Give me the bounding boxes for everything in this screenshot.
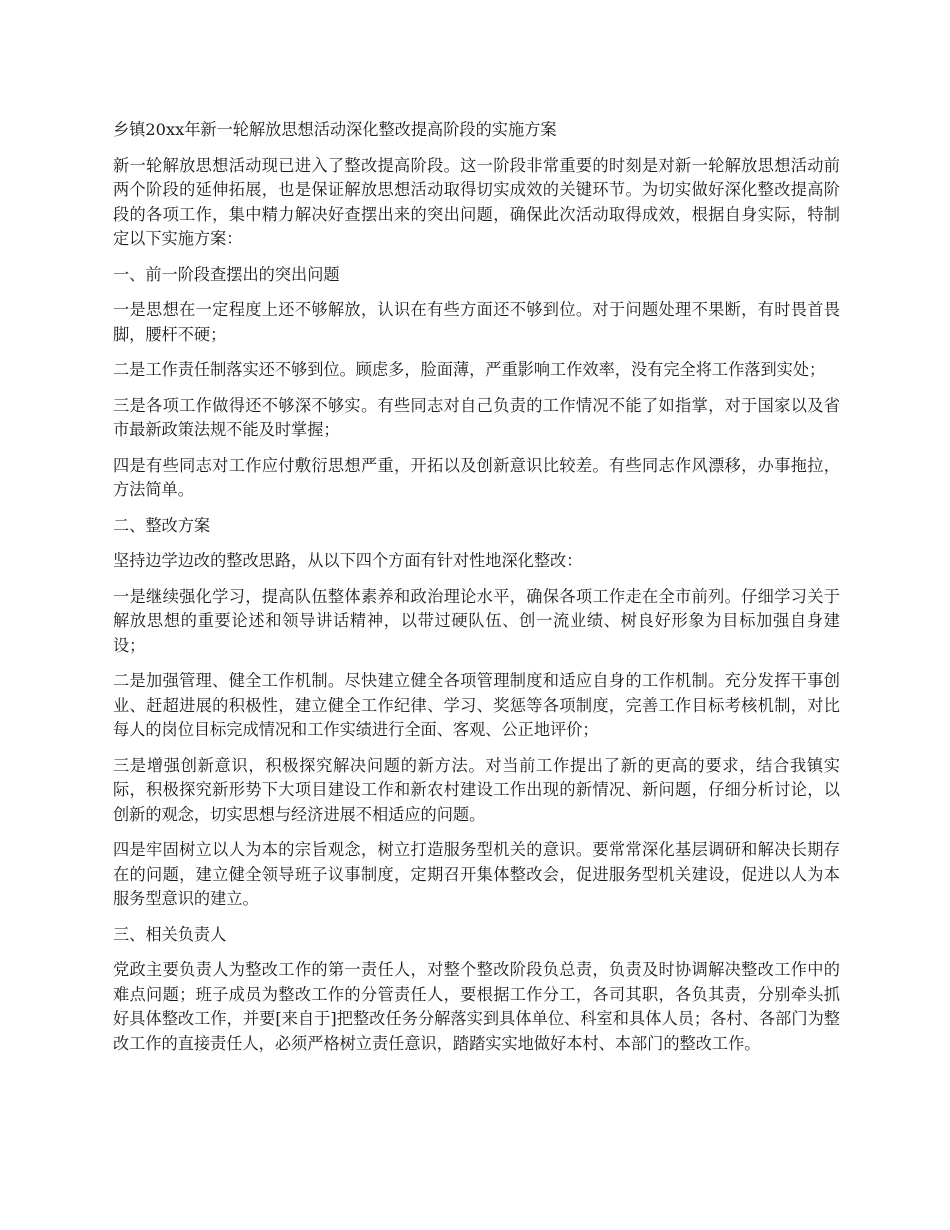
section-heading-plan: 二、整改方案 (113, 515, 211, 535)
plan-item-4: 四是牢固树立以人为本的宗旨观念，树立打造服务型机关的意识。要常常深化基层调研和解决长期存在的问题，建立健全领导班子议事制度，定期召开集体整改会，促进服务型机关建设，促进以人为本服务型意识的建立。 (113, 840, 840, 908)
section-heading-problems: 一、前一阶段查摆出的突出问题 (113, 264, 340, 284)
section-heading-responsible: 三、相关负责人 (113, 924, 227, 944)
plan-lead-paragraph: 坚持边学边改的整改思路，从以下四个方面有针对性地深化整改： (113, 551, 583, 570)
plan-item-3: 三是增强创新意识，积极探究解决问题的新方法。对当前工作提出了新的更高的要求，结合我镇实际，积极探究新形势下大项目建设工作和新农村建设工作出现的新情况、新问题，仔细分析讨论，以创新的观念，切实思想与经济进展不相适应的问题。 (113, 755, 840, 824)
responsible-paragraph: 党政主要负责人为整改工作的第一责任人，对整个整改阶段负总责，负责及时协调解决整改工作中的难点问题；班子成员为整改工作的分管责任人，要根据工作分工，各司其职，各负其责，分别牵头抓好具体整改工作，并要[来自于]把整改任务分解落实到具体单位、科室和具体人员；各村、各部门为整改工作的直接责任人，必须严格树立责任意识，踏踏实实地做好本村、本部门的整改工作。 (113, 960, 840, 1053)
plan-item-1: 一是继续强化学习，提高队伍整体素养和政治理论水平，确保各项工作走在全市前列。仔细学习关于解放思想的重要论述和领导讲话精神，以带过硬队伍、创一流业绩、树良好形象为目标加强自身建设； (113, 586, 840, 655)
problem-item-1: 一是思想在一定程度上还不够解放，认识在有些方面还不够到位。对于问题处理不果断，有时畏首畏脚，腰杆不硬； (113, 300, 840, 344)
problem-item-2: 二是工作责任制落实还不够到位。顾虑多，脸面薄，严重影响工作效率，没有完全将工作落到实处； (113, 360, 826, 379)
intro-paragraph: 新一轮解放思想活动现已进入了整改提高阶段。这一阶段非常重要的时刻是对新一轮解放思想活动前两个阶段的延伸拓展，也是保证解放思想活动取得切实成效的关键环节。为切实做好深化整改提高阶段的各项工作，集中精力解决好查摆出来的突出问题，确保此次活动取得成效，根据自身实际，特制定以下实施方案： (113, 155, 840, 248)
document-title: 乡镇20xx年新一轮解放思想活动深化整改提高阶段的实施方案 (113, 120, 557, 139)
document-page (113, 118, 840, 1067)
problem-item-4: 四是有些同志对工作应付敷衍思想严重，开拓以及创新意识比较差。有些同志作风漂移，办事拖拉，方法简单。 (113, 455, 840, 499)
problem-item-3: 三是各项工作做得还不够深不够实。有些同志对自己负责的工作情况不能了如指掌，对于国家以及省市最新政策法规不能及时掌握； (113, 395, 840, 439)
plan-item-2: 二是加强管理、健全工作机制。尽快建立健全各项管理制度和适应自身的工作机制。充分发挥干事创业、赶超进展的积极性，建立健全工作纪律、学习、奖惩等各项制度，完善工作目标考核机制，对比每人的岗位目标完成情况和工作实绩进行全面、客观、公正地评价； (113, 671, 840, 739)
